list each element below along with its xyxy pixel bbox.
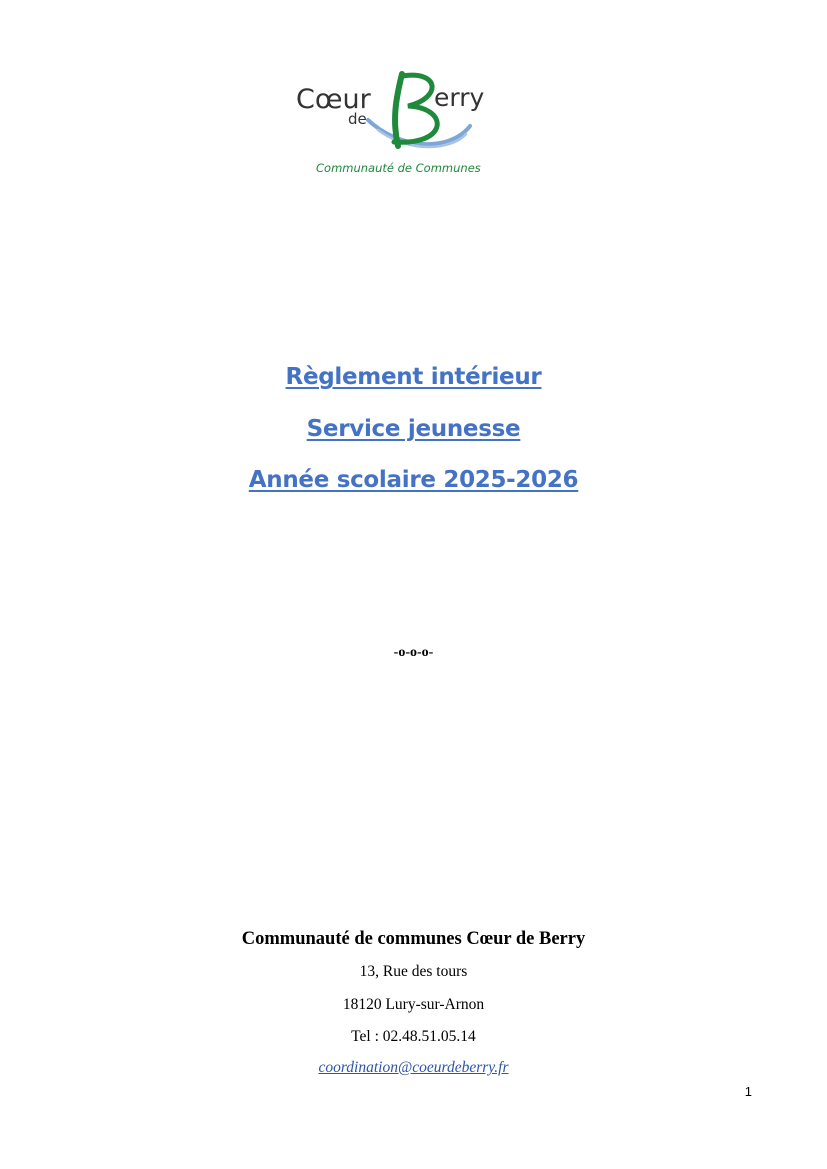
- address-street: 13, Rue des tours: [359, 963, 468, 980]
- logo-word-de: de: [348, 110, 367, 128]
- logo-tagline: Communauté de Communes: [316, 161, 481, 175]
- logo-graphic: [290, 68, 505, 178]
- organization-name: Communauté de communes Cœur de Berry: [241, 929, 586, 949]
- email-link[interactable]: coordination@coeurdeberry.fr: [318, 1059, 509, 1076]
- logo-word-erry: erry: [434, 83, 485, 112]
- address-city: 18120 Lury-sur-Arnon: [342, 996, 485, 1013]
- address-phone: Tel : 02.48.51.05.14: [351, 1028, 476, 1045]
- logo-b-stem: [395, 74, 402, 146]
- organization-logo: [290, 68, 505, 178]
- separator: -o-o-o-: [393, 645, 434, 660]
- document-subtitle: Service jeunesse: [306, 416, 521, 442]
- document-title: Règlement intérieur: [285, 364, 542, 390]
- document-school-year: Année scolaire 2025-2026: [248, 467, 579, 493]
- logo-word-coeur: Cœur: [296, 84, 371, 115]
- page-number: 1: [744, 1084, 752, 1099]
- address-email-line: [0, 1059, 827, 1077]
